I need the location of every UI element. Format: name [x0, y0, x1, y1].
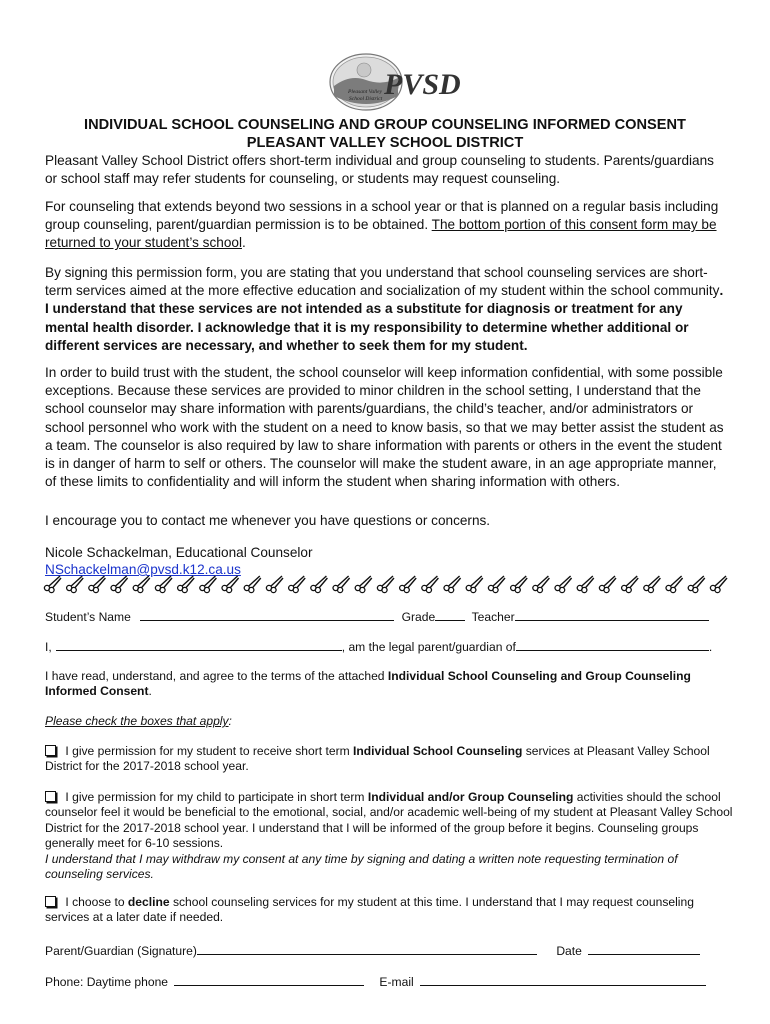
agreement-text: I have read, understand, and agree to the terms of the attached Individual School Counseling and Group Counseling Informed Consent. — [45, 669, 691, 699]
permission-paragraph: For counseling that extends beyond two sessions in a school year or that is planned on a regular basis including group counseling, parent/guardian permission is to be obtained. The bottom portion of this consent form may be returned to your student’s school. — [45, 199, 719, 251]
student-name-field[interactable] — [140, 609, 394, 621]
scissors-icon — [89, 576, 106, 593]
email-field[interactable] — [420, 974, 706, 986]
decline-counseling-checkbox[interactable] — [45, 896, 56, 907]
student-row: Student’s Name Grade Teacher — [45, 609, 709, 625]
district-title: PLEASANT VALLEY SCHOOL DISTRICT — [246, 135, 524, 151]
understanding-paragraph: By signing this permission form, you are stating that you understand that school counseling services are short-term services aimed at the more effective education and socialization of my student within the school community. I understand that these services are not intended as a substitute for diagnosis or treatment for any mental health disorder. I acknowledge that it is my responsibility to determine whether additional or different services are necessary, and whether to seek them for my student. — [45, 265, 724, 353]
svg-text:PVSD: PVSD — [384, 68, 461, 101]
scissors-icon — [266, 576, 283, 593]
scissors-icon — [155, 576, 172, 593]
withdraw-consent-note: I understand that I may withdraw my consent at any time by signing and dating a written note requesting termination of counseling services. — [45, 851, 678, 882]
scissors-icon — [400, 576, 417, 593]
pvsd-logo — [328, 50, 461, 114]
option-group: I give permission for my child to participate in short term Individual and/or Group Counseling activities should the school counselor feel it would be beneficial to the emotional, social, and/or academic well-being of my student at Pleasant Valley School District for the 2017-2018 school year. I understand that I will be informed of the group before it begins. Counseling groups generally meet for 6-10 sessions. I understand that I may withdraw my consent at any time by signing and dating a written note requesting termination of counseling services. — [45, 790, 733, 882]
scissors-icon — [666, 576, 683, 593]
scissors-icon — [444, 576, 461, 593]
scissors-icon — [622, 576, 639, 593]
scissors-icon — [222, 576, 239, 593]
group-counseling-checkbox[interactable] — [45, 791, 56, 802]
date-field[interactable] — [588, 943, 700, 955]
signature-row: Parent/Guardian (Signature) Date — [45, 943, 700, 959]
scissors-icon — [200, 576, 217, 593]
guardian-row: I, , am the legal parent/guardian of . — [45, 640, 713, 654]
scissors-icon — [488, 576, 505, 593]
scissors-icon — [577, 576, 594, 593]
scissors-icon — [710, 576, 727, 593]
scissors-icon — [244, 576, 261, 593]
scissors-icon — [333, 576, 350, 593]
intro-paragraph: Pleasant Valley School District offers short-term individual and group counseling to students. Parents/guardians or school staff may refer students for counseling, or students may request counseling. — [45, 153, 714, 187]
scissors-icon — [44, 576, 61, 593]
child-name-field[interactable] — [516, 639, 709, 651]
scissors-icon — [377, 576, 394, 593]
scissors-icon — [644, 576, 661, 593]
document-title: INDIVIDUAL SCHOOL COUNSELING AND GROUP COUNSELING INFORMED CONSENT — [84, 117, 686, 133]
grade-field[interactable] — [435, 609, 465, 621]
scissors-icon — [555, 576, 572, 593]
email-link[interactable]: NSchackelman@pvsd.k12.ca.us — [45, 562, 241, 577]
scissors-icon — [511, 576, 528, 593]
teacher-field[interactable] — [515, 609, 709, 621]
option-decline: I choose to decline school counseling services for my student at this time. I understand that I may request counseling services at a later date if needed. — [45, 895, 694, 925]
scissors-icon — [599, 576, 616, 593]
contact-row: Phone: Daytime phone E-mail — [45, 974, 706, 990]
signature-field[interactable] — [197, 943, 537, 955]
scissors-icon — [67, 576, 84, 593]
scissors-icon — [289, 576, 306, 593]
scissors-icon — [355, 576, 372, 593]
confidentiality-paragraph: In order to build trust with the student, the school counselor will keep information confidential, with some possible exceptions. Because these services are provided to minor children in the school setting, I understand that the school counselor may share information with parents/guardians, the child’s teacher, and/or administrators or school personnel who work with the student on a need to know basis, so that we may better assist the student as a team. The counselor is also required by law to share information with parents or others in the event the student is in danger of harm to self or others. The counselor will make the student aware, in an age appropriate manner, of these limits to confidentiality and will inform the student when sharing information with others. — [45, 365, 724, 490]
scissors-icon — [133, 576, 150, 593]
svg-text:School District: School District — [349, 96, 383, 102]
individual-counseling-checkbox[interactable] — [45, 745, 56, 756]
scissors-icon — [178, 576, 195, 593]
scissors-icon — [688, 576, 705, 593]
guardian-name-field[interactable] — [56, 639, 342, 651]
option-individual: I give permission for my student to receive short term Individual School Counseling services at Pleasant Valley School District for the 2017-2018 school year. — [45, 744, 710, 774]
scissors-icon — [422, 576, 439, 593]
phone-field[interactable] — [174, 974, 364, 986]
svg-text:Pleasant Valley: Pleasant Valley — [348, 89, 383, 95]
scissors-icon — [311, 576, 328, 593]
scissors-cut-line — [44, 573, 734, 595]
scissors-icon — [533, 576, 550, 593]
check-instruction: Please check the boxes that apply: — [45, 714, 232, 728]
contact-paragraph: I encourage you to contact me whenever you have questions or concerns. — [45, 513, 491, 528]
scissors-icon — [111, 576, 128, 593]
counselor-name: Nicole Schackelman, Educational Counselor — [45, 545, 313, 560]
scissors-icon — [466, 576, 483, 593]
